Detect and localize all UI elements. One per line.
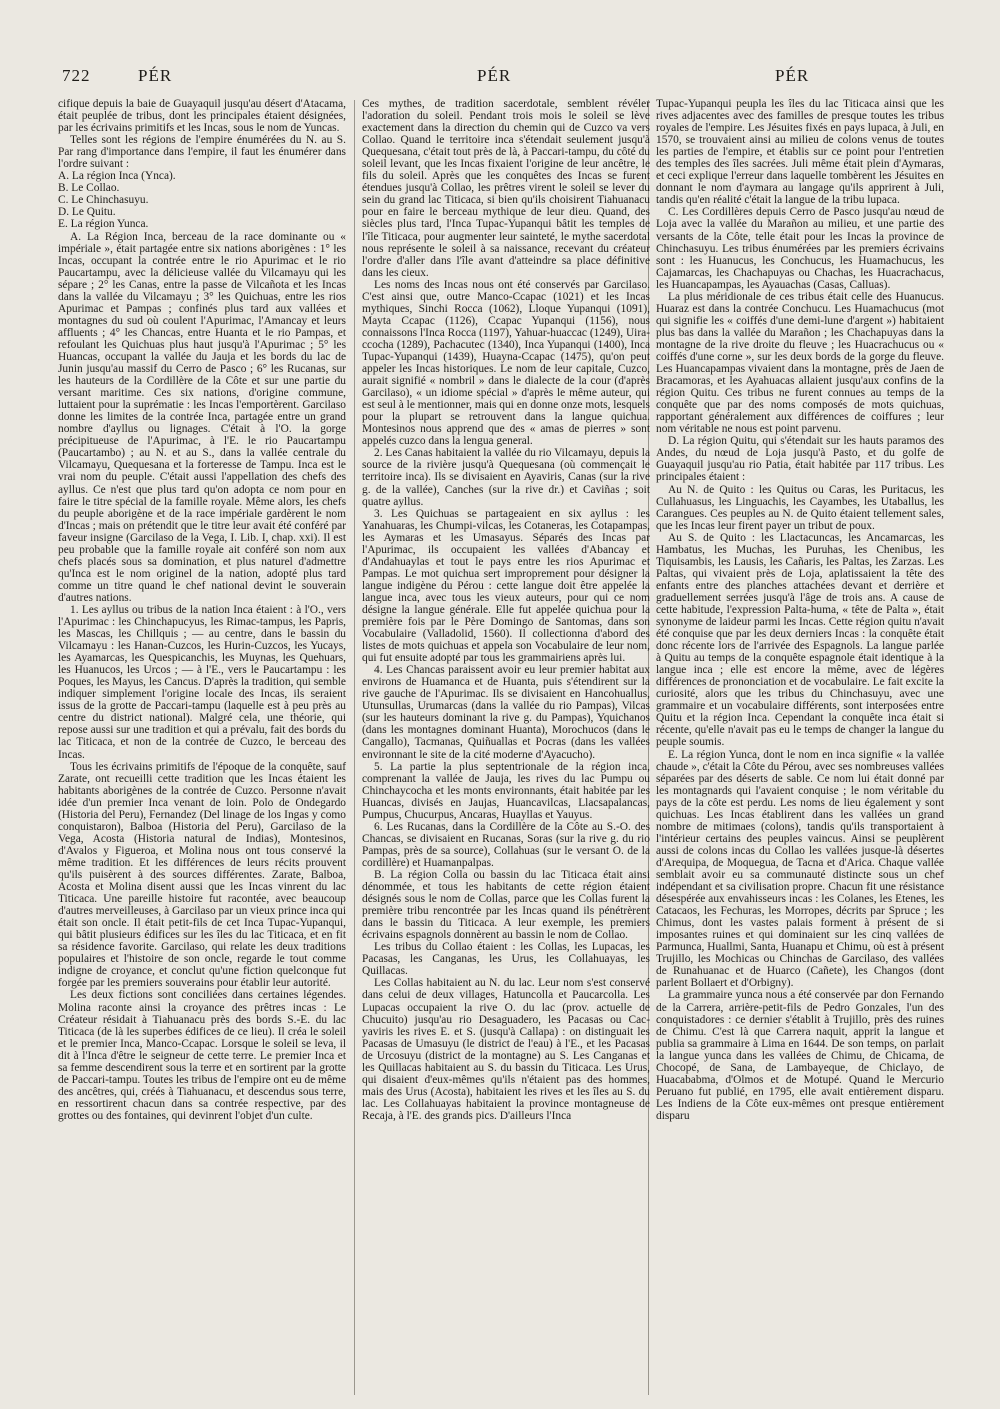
paragraph: Les Collas habitaient au N. du lac. Leur nom s'est conservé dans celui de deux villages, Hatuncolla et Paucarcolla. Les Lupacas occupaient la rive O. du lac (prov. actuelle de Chucuito) jusqu'au rio Desaguadero, les Pacasas ou Cac-yaviris les rives E. et S. (jusqu'à Callapa) : on distinguait les Pacasas de Umasuyu (le district de l'eau) à l'E., et les Pacasas de Urcosuyu (district de la montagne) au S. Les Canganas et les Quillacas habitaient au S. du bassin du Titicaca. Les Urus, qui disaient d'eux-mêmes qu'ils n'étaient pas des hommes, mais des Urus (Acosta), habitaient les rives et les îles au S. du lac. Les Collahuayas habitaient la province montagneuse de Recaja, à l'E. des grands pics. D'ailleurs l'Inca <box>362 977 650 1122</box>
paragraph: 4. Les Chancas paraissent avoir eu leur premier habitat aux environs de Huamanca et de Huanta, puis s'étendirent sur la rive gauche de l'Apurimac. Ils se divisaient en Hancohuallus, Utunsullas, Urumarcas (dans la vallée du rio Pampas), Vilcas (sur les hauteurs dominant la rive g. du Pampas), Yquichanos (dans les montagnes dominant Huanta), Morochucos (dans le Cangallo), Tacmanas, Quiñuallas et Pocras (dans les vallées environnant le site de la cité moderne d'Ayacucho). <box>362 664 650 761</box>
paragraph: cifique depuis la baie de Guayaquil jusqu'au désert d'Atacama, était peuplée de tribus, dont les principales étaient désignées, par les écrivains primitifs et les Incas, sous le nom de Yuncas. <box>58 98 346 135</box>
column-divider <box>354 100 355 1395</box>
list-item: B. Le Collao. <box>58 182 120 195</box>
list-item: A. La région Inca (Ynca). <box>58 170 176 183</box>
paragraph: A. La Région Inca, berceau de la race dominante ou « impériale », était partagée entre six nations aborigènes : 1° les Incas, occupant la contrée entre le rio Apurimac et le rio Paucartampu, avec la délicieuse vallée du Vilcamayu qui les sépare ; 2° les Canas, entre la passe de Vilcañota et les Incas dans la vallée du Vilcamayu ; 3° les Quichuas, entre les rios Apurimac et Pampas ; confinés plus tard aux vallées et montagnes du sud où coulent l'Apurimac, l'Amancay et leurs affluents ; 4° les Chancas, entre Huanta et le rio Pampas, et refoulant les Quichuas plus haut jusqu'à l'Apurimac ; 5° les Huancas, occupant la vallée du Jauja et les bords du lac de Junin jusqu'au massif du Cerro de Pasco ; 6° les Rucanas, sur les hauteurs de la Cordillère de la Côte et sur une partie du versant maritime. Ces six nations, d'origine commune, luttaient pour la suprématie : les Incas l'emportèrent. Garcilaso donne les limites de la contrée Inca, partagée entre un grand nombre d'ayllus ou lignages. C'était à l'O. la gorge précipitueuse de l'Apurimac, à l'E. le rio Paucartampu (Paucartambo) ; au N. et au S., dans la vallée centrale du Vilcamayu, Quequesana et la forteresse de Tampu. Inca est le vrai nom du peuple. C'était aussi l'appellation des chefs des ayllus. Ce n'est que plus tard qu'on adopta ce nom pour en faire le titre spécial de la famille royale. Même alors, les chefs du peuple aborigène et de la race impériale gardèrent le nom d'Incas ; mais on prétendit que le titre leur avait été conféré par faveur insigne (Garcilaso de la Vega, I. Lib. I, chap. xxi). Il est peu probable que la famille royale ait conféré son nom aux chefs placés sous sa domination, et plus naturel d'admettre qu'Inca est le nom originel de la nation, adopté plus tard comme un titre quand le chef national devint le souverain d'autres nations. <box>58 230 346 604</box>
list-item: D. Le Quitu. <box>58 206 116 219</box>
page-number: 722 <box>62 66 91 85</box>
running-head-right: PÉR <box>775 66 810 85</box>
text-column-2 <box>362 98 650 1122</box>
paragraph: Les deux fictions sont conciliées dans certaines légendes. Molina raconte ainsi la croyance des prêtres incas : Le Créateur résidait à Tiahuanacu près des bords S.-E. du lac Titicaca (de là les superbes édifices de ce lieu). Il créa le soleil et le premier Inca, Manco-Ccapac. Lorsque le soleil se leva, il dit à l'Inca d'être le seigneur de cette terre. Le premier Inca et sa femme descendirent sous la terre et en sortirent par la grotte de Paccari-tampu. Toutes les tribus de l'empire ont eu de même des ancêtres, qui, créés à Tiahuanacu, et descendus sous terre, en ressortirent chacun dans sa contrée respective, par des grottes ou des fontaines, qui devinrent l'objet d'un culte. <box>58 989 346 1122</box>
paragraph: 1. Les ayllus ou tribus de la nation Inca étaient : à l'O., vers l'Apurimac : les Chinchapucyus, les Rimac-tampus, les Papris, les Mascas, les Chillquis ; — au centre, dans le bassin du Vilcamayu : les Hanan-Cuzcos, les Hurin-Cuzcos, les Yucays, les Ayamarcas, les Quespicanchis, les Muynas, les Quehuars, les Huanucos, les Urcos ; — à l'E., vers le Paucartampu : les Poques, les Mayus, les Cancus. D'après la tradition, qui semble indiquer simplement l'origine locale des Incas, ils seraient issus de la grotte de Paccari-tampu (laquelle est à peu près au centre du district national). Malgré cela, une théorie, qui repose aussi sur une tradition et qui a prévalu, fait des bords du lac Titicaca, et non de la contrée de Cuzco, le berceau des Incas. <box>58 603 346 761</box>
paragraph: D. La région Quitu, qui s'étendait sur les hauts paramos des Andes, du nœud de Loja jusqu'à Pasto, et du golfe de Guayaquil jusqu'au rio Patia, était habitée par 117 tribus. Les principales étaient : <box>656 435 944 484</box>
paragraph: La grammaire yunca nous a été conservée par don Fernando de la Carrera, arrière-petit-fils de Pedro Gonzales, l'un des conquistadores : ce dernier s'établit à Trujillo, près des ruines de Chimu. C'est là que Carrera naquit, apprit la langue et publia sa grammaire à Lima en 1644. De son temps, on parlait la langue yunca dans les vallées de Chimu, de Chicama, de Chocopé, de Sana, de Lambayeque, de Chiclayo, de Huacababma, d'Olmos et de Motupé. Quand le Mercurio Peruano fut publié, en 1795, elle avait entièrement disparu. Les Indiens de la Côte eux-mêmes ont presque entièrement disparu <box>656 989 944 1122</box>
running-head-center: PÉR <box>477 66 512 85</box>
text-column-1 <box>58 98 346 1122</box>
paragraph: La plus méridionale de ces tribus était celle des Huanucus. Huaraz est dans la contrée Conchucu. Les Huamachucus (mot qui signifie les « coiffés d'une demi-lune d'argent ») habitaient plus bas dans la vallée du Marañon ; les Chachapuyas dans la montagne de la rive droite du fleuve ; les Huacrachucus ou « coiffés d'une corne », sur les deux bords de la gorge du fleuve. Les Huancapampas vivaient dans la montagne, près de Jaen de Bracamoras, et les Ayahuacas allaient jusqu'aux confins de la région Quitu. Ces tribus ne furent connues au temps de la conquête que par des noms composés de mots quichuas, rapportant généralement aux différences de coiffures ; leur nom véritable ne nous est point parvenu. <box>656 290 944 436</box>
paragraph: Au S. de Quito : les Llactacuncas, les Ancamarcas, les Hambatus, les Muchas, les Puruhas, les Chenibus, les Tiquisambis, les Lausis, les Cañaris, les Paltas, les Zarzas. Les Paltas, qui vivaient près de Loja, aplatissaient la tête des enfants entre des planches attachées devant et derrière et graduellement serrées jusqu'à l'âge de trois ans. A cause de cette habitude, l'expression Palta-huma, « tête de Palta », était synonyme de laideur parmi les Incas. Cette région quitu n'avait été conquise que par les deux derniers Incas : la conquête était donc récente lors de l'arrivée des Espagnols. La langue parlée à Quitu au temps de la conquête espagnole était identique à la langue inca ; elle est encore la même, avec de légères différences de prononciation et de vocabulaire. Le fait excite la curiosité, alors que les tribus du Chinchasuyu, avec une grammaire et un vocabulaire différents, sont interposées entre Quitu et la région Inca. Cependant la conquête inca était si récente, qu'elle n'avait pas eu le temps de changer la langue du peuple soumis. <box>656 531 944 749</box>
paragraph: E. La région Yunca, dont le nom en inca signifie « la vallée chaude », c'était la Côte du Pérou, avec ses nombreuses vallées séparées par des déserts de sable. Ce nom lui était donné par les montagnards qui l'avaient conquise ; le nom véritable du pays de la côte est perdu. Les noms de lieu également y sont quichuas. Les Incas établirent dans les vallées un grand nombre de mitimaes (colons), tandis qu'ils transportaient à l'intérieur certains des peuples vaincus. Ainsi se peuplèrent aussi de colons incas du Collao les vallées jusque-là désertes d'Arequipa, de Moquegua, de Tacna et d'Arica. Chaque vallée semblait avoir eu sa communauté distincte sous un chef indépendant et sa civilisation propre. Chacun fit une résistance désespérée aux envahisseurs incas : les Colanes, les Etenes, les Catacaos, les Fechuras, les Morropes, décrits par Spruce ; les Chimus, dont les vastes palais forment à présent de si imposantes ruines et qui dominaient sur les cinq vallées de Parmunca, Huallmi, Santa, Huanapu et Chimu, où est à présent Trujillo, les Mochicas ou Chinchas de Garcilaso, des vallées de Runahuanac et de Huarco (Cañete), les Changos (dont parlent Bollaert et d'Orbigny). <box>656 748 944 990</box>
list-item: C. Le Chinchasuyu. <box>58 194 149 207</box>
paragraph: Les tribus du Collao étaient : les Collas, les Lupacas, les Pacasas, les Canganas, les Urus, les Collahuayas, les Quillacas. <box>362 941 650 978</box>
paragraph: Telles sont les régions de l'empire énumérées du N. au S. Par rang d'importance dans l'empire, il faut les énumérer dans l'ordre suivant : <box>58 134 346 171</box>
paragraph: 6. Les Rucanas, dans la Cordillère de la Côte au S.-O. des Chancas, se divisaient en Rucanas, Soras (sur la rive g. du rio Pampas, près de sa source), Collahuas (sur le versant O. de la cordillère) et Huamanpalpas. <box>362 820 650 869</box>
paragraph: Tupac-Yupanqui peupla les îles du lac Titicaca ainsi que les rives adjacentes avec des familles de presque toutes les tribus royales de l'empire. Les Jésuites fixés en pays lupaca, à Juli, en 1570, se trouvaient ainsi au milieu de colons venus de toutes les parties de l'empire, et établis sur ce point pour l'entretien des temples des îles sacrées. Juli même était plein d'Aymaras, et ceci explique l'erreur dans laquelle tombèrent les Jésuites en donnant le nom d'aymara au langage qu'ils apprirent à Juli, tandis qu'en réalité c'était la langue de la tribu lupaca. <box>656 98 944 207</box>
paragraph: 2. Les Canas habitaient la vallée du rio Vilcamayu, depuis la source de la rivière jusqu'à Quequesana (où commençait le territoire inca). Ils se divisaient en Ayaviris, Canas (sur la rive g. de la vallée), Canches (sur la rive dr.) et Caviñas ; soit quatre ayllus. <box>362 447 650 508</box>
paragraph: B. La région Colla ou bassin du lac Titicaca était ainsi dénommée, et tous les habitants de cette région étaient désignés sous le nom de Collas, parce que les Collas furent la première tribu rencontrée par les Incas quand ils pénétrèrent dans le bassin du Titicaca. A leur exemple, les premiers écrivains espagnols donnèrent au bassin le nom de Collao. <box>362 869 650 942</box>
text-column-3 <box>656 98 944 1122</box>
paragraph: 3. Les Quichuas se partageaient en six ayllus : les Yanahuaras, les Chumpi-vilcas, les Cotaneras, les Cotapampas, les Aymaras et les Umasayus. Séparés des Incas par l'Apurimac, ils occupaient les vallées d'Abancay et d'Andahuaylas et tout le pays entre les rios Apurimac et Pampas. Le mot quichua sert improprement pour désigner la langue indigène du Pérou : cette langue doit être appelée la langue inca, avec tous les vieux auteurs, pour qui ce nom désigne la langue générale. Elle fut appelée quichua pour la première fois par le Père Domingo de Santomas, dans son Vocabulaire (Valladolid, 1560). Il collectionna d'abord des listes de mots quichuas et appela son Vocabulaire de leur nom, qui fut ensuite adopté par tous les grammairiens après lui. <box>362 507 650 665</box>
paragraph: C. Les Cordillères depuis Cerro de Pasco jusqu'au nœud de Loja avec la vallée du Marañon au milieu, et une partie des versants de la Côte, telle était pour les Incas la province de Chinchasuyu. Les tribus énumérées par les premiers écrivains sont : les Huanucus, les Conchucus, les Huamachucus, les Cajamarcas, les Chachapuyas ou Chachas, les Huacrachacus, les Huancapampas, les Ayauachas (Casas, Calluas). <box>656 206 944 291</box>
running-head-left: PÉR <box>138 66 173 85</box>
paragraph: Ces mythes, de tradition sacerdotale, semblent révéler l'adoration du soleil. Pendant trois mois le soleil se lève exactement dans la direction du chemin qui de Cuzco va vers Collao. Quand le territoire inca s'étendait seulement jusqu'à Quequesana, c'était tout près de là, à Paccari-tampu, du côté du soleil levant, que les Incas fixaient l'origine de leur ancêtre, le fils du soleil. Après que les conquêtes des Incas se furent étendues jusqu'à Collao, les prêtres virent le soleil se lever du sein du grand lac Titicaca, si bien qu'ils choisirent Tiahuanacu pour en faire le berceau mythique de leur dieu. Quand, des siècles plus tard, l'Inca Tupac-Yupanqui bâtit les temples de l'île Titicaca, pour augmenter leur sainteté, le mythe sacerdotal nous représente le soleil à sa naissance, recevant du créateur l'ordre d'aller dans l'île avant d'atteindre sa place définitive dans les cieux. <box>362 98 650 279</box>
paragraph: 5. La partie la plus septentrionale de la région inca, comprenant la vallée de Jauja, les rives du lac Pumpu ou Chinchaycocha et les monts environnants, était habitée par les Huancas, divisés en Jaujas, Huancavilcas, Llacsapalancas, Pumpus, Chucurpus, Ancaras, Huayllas et Yauyus. <box>362 760 650 821</box>
paragraph: Au N. de Quito : les Quitus ou Caras, les Puritacus, les Cullahuasus, les Linguachis, les Cayambes, les Utaballus, les Carangues. Ces peuples au N. de Quito étaient tellement sales, que les Incas leur firent payer un tribut de poux. <box>656 483 944 532</box>
list-item: E. La région Yunca. <box>58 218 149 231</box>
paragraph: Les noms des Incas nous ont été conservés par Garcilaso. C'est ainsi que, outre Manco-Ccapac (1021) et les Incas mythiques, Sinchi Rocca (1062), Lloque Yupanqui (1091), Mayta Ccapac (1126), Ccapac Yupanqui (1156), nous connaissons l'Inca Rocca (1197), Yahuar-huaccac (1249), Uira-ccocha (1289), Pachacutec (1340), Inca Yupanqui (1400), Inca Tupac-Yupanqui (1439), Huayna-Ccapac (1475), qu'on peut appeler les Incas historiques. Le nom de leur capitale, Cuzco, aurait signifié « nombril » dans le dialecte de la cour (d'après Garcilaso), « un idiome spécial » d'après le même auteur, qui est seul à le mentionner, mais qui en donne onze mots, lesquels pour la plupart se retrouvent dans la langue quichua. Montesinos nous apprend que des « amas de pierres » sont appelés cuzco dans la lengua general. <box>362 278 650 448</box>
paragraph: Tous les écrivains primitifs de l'époque de la conquête, sauf Zarate, ont recueilli cette tradition que les Incas étaient les habitants aborigènes de la contrée de Cuzco. Personne n'avait idée d'un premier Inca venant de loin. Polo de Ondegardo (Historia del Peru), Fernandez (Del linage de los Ingas y como conquistaron), Balboa (Historia del Peru), Garcilaso de la Vega, Acosta (Historia natural de Indias), Montesinos, d'Avalos y Figueroa, et Molina nous ont tous conservé la même tradition. Et les différences de leurs récits prouvent qu'ils puisèrent à des sources différentes. Zarate, Balboa, Acosta et Molina disent aussi que les Incas vinrent du lac Titicaca. Une pareille histoire fut racontée, avec beaucoup d'autres merveilleuses, à Garcilaso par un vieux prince inca qui était son oncle. Il était petit-fils de cet Inca Tupac-Yupanqui, qui bâtit plusieurs édifices sur les îles du lac Titicaca, et en fit sa résidence favorite. Garcilaso, qui relate les deux traditions populaires et l'histoire de son oncle, regarde le tout comme indigne de croyance, et conclut qu'une fiction quelconque fut forgée par les premiers souverains pour établir leur autorité. <box>58 760 346 990</box>
